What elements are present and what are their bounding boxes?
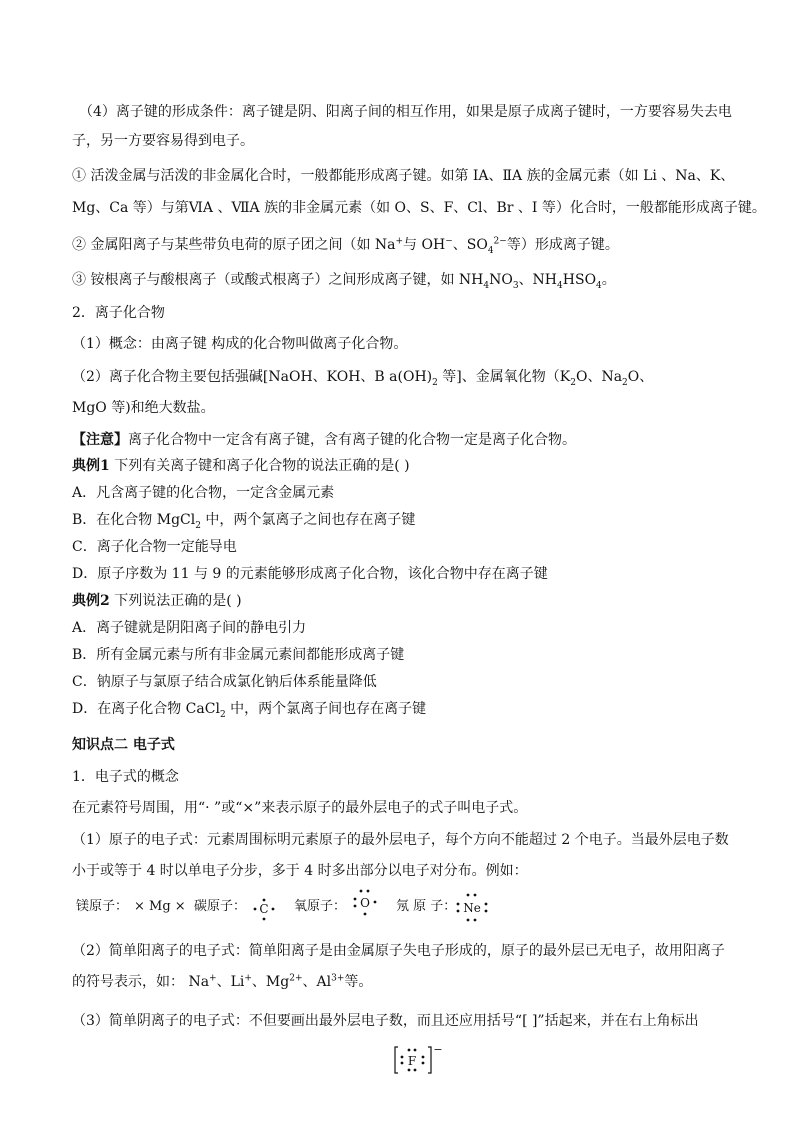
option-a: A．凡含离子键的化合物，一定含金属元素 [72, 485, 335, 501]
electron-formula-examples [72, 895, 732, 925]
note-label: 【注意】 [72, 432, 128, 448]
text-segment: 、Li [216, 974, 245, 990]
section-heading: 1．电子式的概念 [72, 769, 179, 785]
c-label: 碳原子： [194, 899, 247, 914]
mg-formula: × Mg × [134, 899, 186, 914]
option-d [72, 699, 426, 719]
text-segment: 的符号表示，如： Na [72, 974, 210, 990]
example-question [72, 456, 410, 476]
note-line [72, 430, 576, 450]
text-segment: 中，两个氯离子之间也存在离子键 [200, 512, 416, 528]
text-segment: 等）形成离子键。 [506, 237, 619, 253]
subscript: 2 [432, 377, 438, 388]
oxygen-electron-dots-icon [350, 887, 380, 919]
text-line: ① 活泼金属与活泼的非金属化合时，一般都能形成离子键。如第 IA、ⅡA 族的金属元素（如 Li 、Na、K、 [72, 168, 735, 184]
superscript: 2− [493, 236, 507, 247]
text-line: （1）概念：由离子键 构成的化合物叫做离子化合物。 [72, 336, 408, 352]
text-line [72, 235, 619, 255]
text-segment: ② 金属阳离子与某些带负电荷的原子团之间（如 Na [72, 237, 396, 253]
text-segment: 与 OH [403, 237, 446, 253]
option-d: D．原子序数为 11 与 9 的元素能够形成离子化合物，该化合物中存在离子键 [72, 566, 548, 582]
text-line: MgO 等)和绝大数盐。 [72, 400, 215, 416]
section-heading: 2．离子化合物 [72, 305, 165, 321]
section-heading: 知识点二 电子式 [72, 737, 175, 753]
text-line [72, 270, 616, 290]
text-segment: 。 [601, 272, 616, 288]
text-segment: （2）离子化合物主要包括强碱[NaOH、KOH、B a(OH) [72, 369, 433, 385]
example-label: 典例1 [72, 458, 110, 474]
text-segment: 、NH [518, 272, 558, 288]
text-segment: B．在化合物 MgCl [72, 512, 196, 528]
text-line: Mg、Ca 等）与第ⅥA 、ⅦA 族的非金属元素（如 O、S、F、Cl、Br 、I 等）化合时，一般都能形成离子键。 [72, 200, 766, 216]
text-line: 小于或等于 4 时以单电子分步，多于 4 时多出部分以电子对分布。例如： [72, 863, 528, 879]
oxygen-symbol: O [360, 896, 370, 910]
subscript: 4 [483, 280, 490, 291]
text-segment: 离子化合物中一定含有离子键，含有离子键的化合物一定是离子化合物。 [128, 432, 576, 448]
text-line: （3）简单阴离子的电子式：不但要画出最外层电子数，而且还应用括号“[ ]”括起来，并在右上角标出 [72, 1013, 699, 1029]
text-segment: 、Al [302, 974, 332, 990]
superscript: + [209, 973, 217, 984]
text-line: 在元素符号周围，用“· ”或“×”来表示原子的最外层电子的式子叫电子式。 [72, 800, 528, 816]
text-segment: ③ 铵根离子与酸根离子（或酸式根离子）之间形成离子键，如 NH [72, 272, 484, 288]
fluoride-anion-electron-formula-icon [394, 1043, 444, 1077]
text-line [72, 972, 372, 992]
neon-electron-dots-icon [454, 891, 490, 923]
text-segment: 下列说法正确的是( ) [109, 593, 242, 609]
option-c: C．离子化合物一定能导电 [72, 539, 237, 555]
text-segment: D．在离子化合物 CaCl [72, 701, 220, 717]
text-segment: O、Na [575, 369, 623, 385]
text-segment: HSO [562, 272, 597, 288]
text-segment: 等]、金属氧化物（K [437, 369, 571, 385]
superscript: + [244, 973, 252, 984]
text-segment: NO [489, 272, 513, 288]
subscript: 4 [596, 280, 602, 291]
option-b [72, 510, 415, 530]
carbon-electron-dots-icon [250, 895, 278, 923]
fluorine-symbol: F [407, 1054, 417, 1068]
subscript: 4 [487, 245, 494, 256]
text-line: （1）原子的电子式：元素周围标明元素原子的最外层电子，每个方向不能超过 2 个电子。当最外层电子数 [72, 832, 729, 848]
text-segment: O、 [627, 369, 654, 385]
superscript: 2+ [289, 973, 303, 984]
carbon-symbol: C [259, 902, 269, 916]
text-segment: 、SO [452, 237, 488, 253]
example-question [72, 591, 242, 611]
text-segment: 等。 [344, 974, 373, 990]
option-b: B．所有金属元素与所有非金属元素间都能形成离子键 [72, 647, 405, 663]
text-line: （2）简单阳离子的电子式：简单阳离子是由金属原子失电子形成的，原子的最外层已无电子，故用阳离子 [72, 943, 725, 959]
mg-label: 镁原子： [76, 899, 129, 914]
option-c: C．钠原子与氯原子结合成氯化钠后体系能量降低 [72, 674, 377, 690]
superscript: − [445, 236, 453, 247]
ne-label: 氖 原 子： [396, 899, 457, 914]
text-line: 子，另一方要容易得到电子。 [72, 133, 254, 149]
subscript: 2 [570, 377, 576, 388]
option-a: A．离子键就是阴阳离子间的静电引力 [72, 620, 307, 636]
text-segment: 、Mg [251, 974, 290, 990]
subscript: 2 [195, 520, 201, 531]
subscript: 4 [557, 280, 563, 291]
neon-symbol: Ne [463, 901, 481, 915]
text-line [72, 367, 653, 387]
subscript: 2 [219, 709, 226, 720]
o-label: 氧原子： [294, 899, 347, 914]
example-label: 典例2 [72, 593, 110, 609]
anion-charge: − [433, 1043, 443, 1056]
text-segment: 中，两个氯离子间也存在离子键 [225, 701, 427, 717]
subscript: 3 [512, 280, 519, 291]
superscript: 3+ [331, 973, 345, 984]
text-segment: 下列有关离子键和离子化合物的说法正确的是( ) [109, 458, 410, 474]
superscript: + [395, 236, 404, 247]
text-line: （4）离子键的形成条件：离子键是阴、阳离子间的相互作用，如果是原子成离子键时，一方要容易失去电 [79, 104, 732, 120]
subscript: 2 [622, 377, 628, 388]
